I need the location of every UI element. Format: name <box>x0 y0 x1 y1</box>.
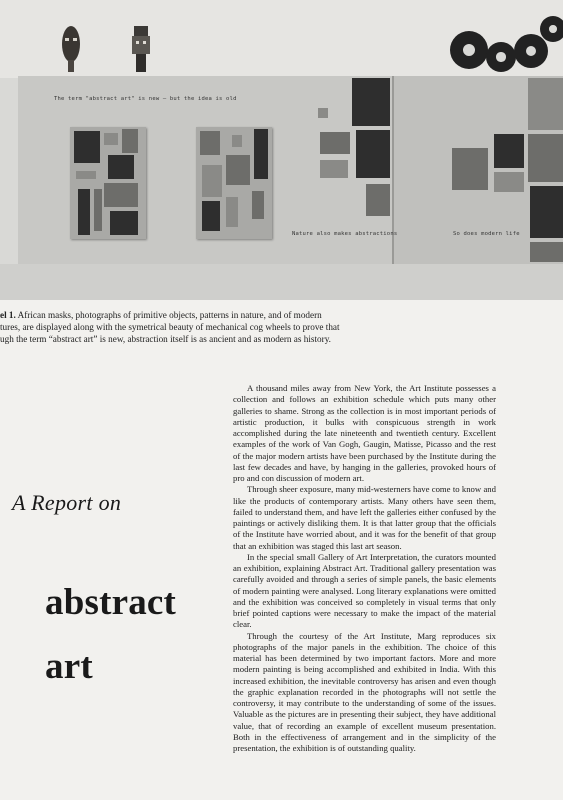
gallery-floor <box>0 264 563 300</box>
photo-print <box>452 148 488 190</box>
exhibition-photo <box>0 0 563 300</box>
article-paragraph: In the special small Gallery of Art Interpretation, the curators mounted an exhibition, explaining Abstract Art. Traditional gallery presentation was carefully avoided and through a series of simple panels, the basic elements of modern painting were analysed. Long literary explanations were omitted and the exhibition was conceived so completely in visual terms that only brief pointed captions were necessary to make the impact of the material clear. <box>233 551 496 630</box>
panel-caption-nature: Nature also makes abstractions <box>292 231 398 237</box>
mounted-board <box>196 127 272 239</box>
cog-wheel <box>450 31 488 69</box>
photo-print <box>352 78 390 126</box>
cog-wheel <box>540 16 563 42</box>
article-paragraph: Through sheer exposure, many mid-westerners have come to know and like the products of contemporary artists. Many others have seen them, failed to understand them, and have left the galleries either confused by the paintings or actively disliking them. It is that latter group that the officials of the Institute have worried about, and it was for the benefit of that group that an exhibition was staged this last art season. <box>233 484 496 551</box>
photo-print <box>366 184 390 216</box>
photo-print <box>528 78 563 130</box>
figure-caption-line1: el 1. African masks, photographs of primitive objects, patterns in nature, and of modern <box>0 310 322 320</box>
panel-caption-primitive: The term "abstract art" is new — but the idea is old <box>54 96 237 102</box>
figure-caption-line3: ugh the term “abstract art” is new, abstraction itself is as ancient and as modern as history. <box>0 334 331 344</box>
photo-print <box>494 172 524 192</box>
mounted-board <box>70 127 146 239</box>
photo-print <box>320 160 348 178</box>
cog-wheel <box>486 42 516 72</box>
article-kicker: A Report on <box>12 490 122 515</box>
african-mask-right <box>128 22 154 74</box>
photo-print <box>528 134 563 182</box>
photo-print <box>320 132 350 154</box>
photo-print <box>356 130 390 178</box>
cog-wheel <box>514 34 548 68</box>
photo-print <box>494 134 524 168</box>
article-title-word2: art <box>45 646 93 687</box>
photo-print <box>318 108 328 118</box>
figure-caption-line2: tures, are displayed along with the symetrical beauty of mechanical cog wheels to prove that <box>0 322 340 332</box>
figure-caption-lead: el 1. <box>0 310 16 320</box>
african-mask-left <box>58 22 84 74</box>
photo-print <box>530 242 563 262</box>
article-body <box>233 383 496 754</box>
panel-caption-modern-life: So does modern life <box>453 231 520 237</box>
article-paragraph: A thousand miles away from New York, the Art Institute possesses a collection and follows an exhibition schedule which puts many other galleries to shame. Strong as the collection is in most important periods of artistic production, it bulks with conspicuous strength in work accomplished during the late nineteenth and twentieth century. Excellent examples of the work of Van Gogh, Gaugin, Matisse, Picasso and the rest of the major modern artists have been purchased by the Institute during the last few decades and have, by hanging in the galleries, provoked hours of pro and con discussion of modern art. <box>233 383 496 483</box>
article-paragraph: Through the courtesy of the Art Institute, Marg reproduces six photographs of the major panels in the exhibition. The choice of this material has been determined by two important factors. More and more modern painting is being accomplished and exhibited in India. With this increased exhibition, the inevitable controversy has arisen and even though the graphic explanation recorded in the photographs will not settle the controversy, it may contribute to the understanding of some of the issues. Valuable as the pictures are in presenting their subject, they have additional value, that of recording an example of excellent museum presentation. Both in the effectiveness of arrangement and in the simplicity of the presentation, the exhibition is of outstanding quality. <box>233 630 496 753</box>
photo-print <box>530 186 563 238</box>
figure-caption <box>0 309 380 345</box>
article-title-word1: abstract <box>45 582 177 623</box>
